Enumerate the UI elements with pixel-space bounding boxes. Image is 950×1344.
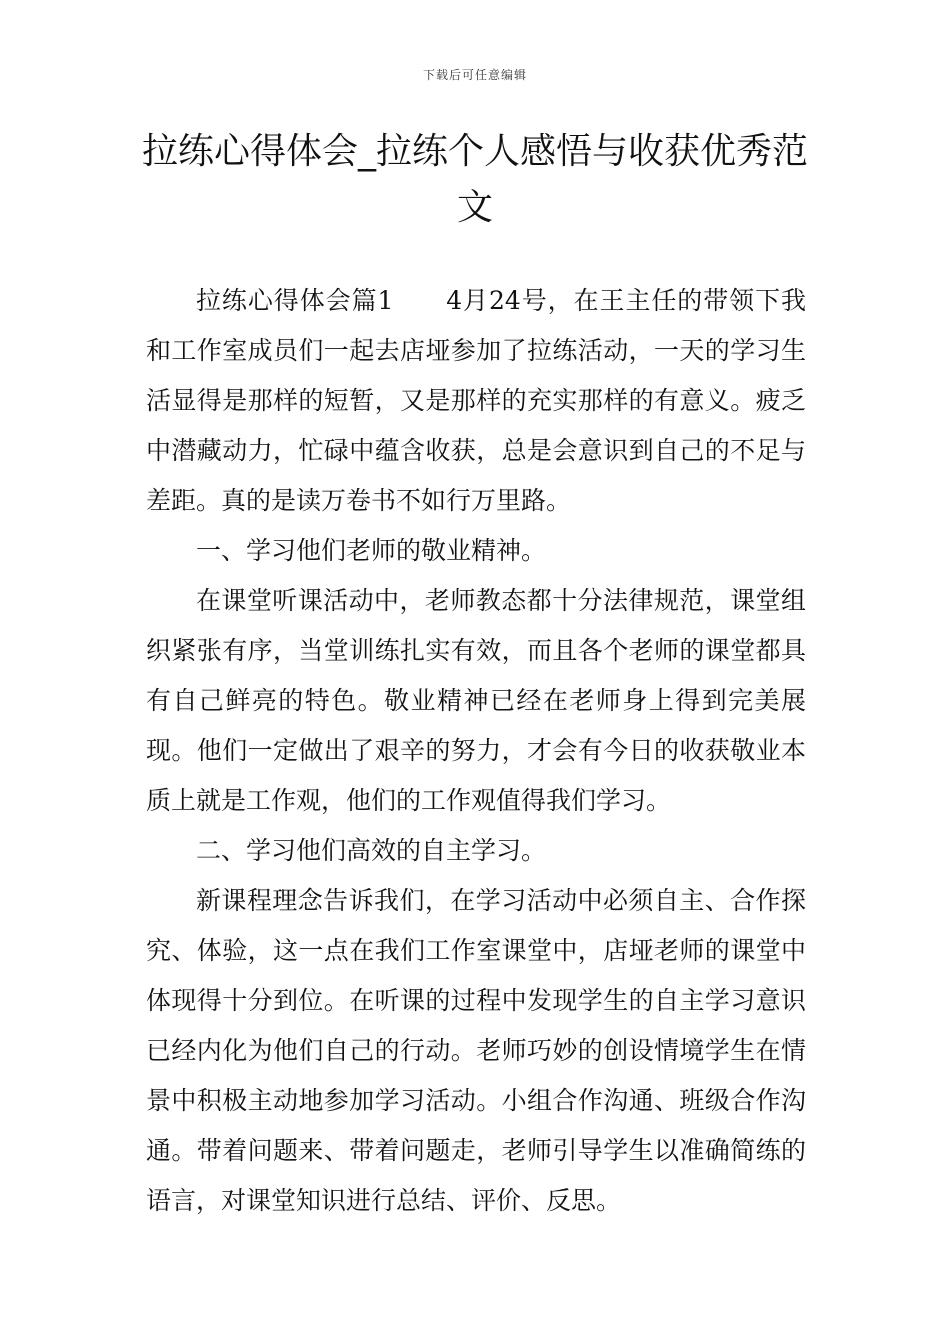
section-heading-2: 二、学习他们高效的自主学习。 xyxy=(196,836,547,865)
document-body xyxy=(146,276,806,1226)
paragraph-section-2: 新课程理念告诉我们，在学习活动中必须自主、合作探究、体验，这一点在我们工作室课堂中，店垭老师的课堂中体现得十分到位。在听课的过程中发现学生的自主学习意识已经内化为他们自己的行动。老师巧妙的创设情境学生在情景中积极主动地参加学习活动。小组合作沟通、班级合作沟通。带着问题来、带着问题走，老师引导学生以准确简练的语言，对课堂知识进行总结、评价、反思。 xyxy=(146,886,806,1215)
section-heading-1: 一、学习他们老师的敬业精神。 xyxy=(196,536,547,565)
header-note: 下载后可任意编辑 xyxy=(422,68,527,82)
document-title: 拉练心得体会_拉练个人感悟与收获优秀范文 xyxy=(141,131,808,228)
paragraph-intro: 拉练心得体会篇1 4月24号，在王主任的带领下我和工作室成员们一起去店垭参加了拉练活动，一天的学习生活显得是那样的短暂，又是那样的充实那样的有意义。疲乏中潜藏动力，忙碌中蕴含收获，总是会意识到自己的不足与差距。真的是读万卷书不如行万里路。 xyxy=(146,286,806,515)
paragraph-section-1: 在课堂听课活动中，老师教态都十分法律规范，课堂组织紧张有序，当堂训练扎实有效，而且各个老师的课堂都具有自己鲜亮的特色。敬业精神已经在老师身上得到完美展现。他们一定做出了艰辛的努力，才会有今日的收获敬业本质上就是工作观，他们的工作观值得我们学习。 xyxy=(146,586,806,815)
